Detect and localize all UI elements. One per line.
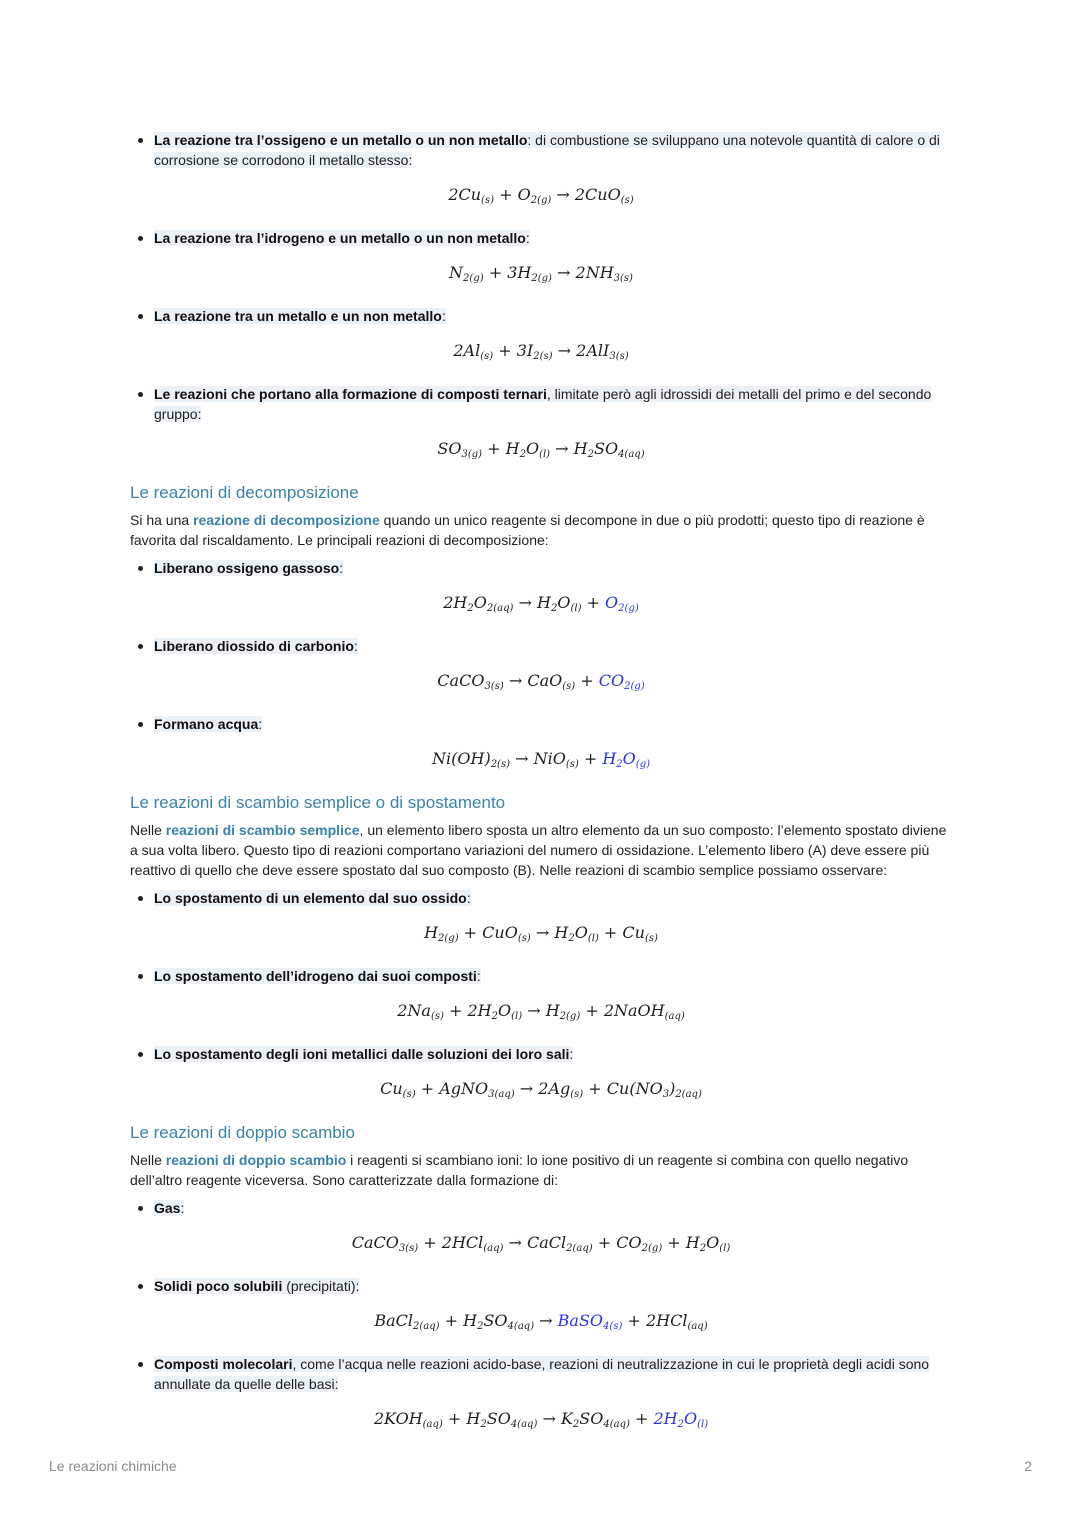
item-bold-label: Lo spostamento di un elemento dal suo ossido [154,890,467,906]
equation: $Ni(OH)_{2(s)} \to NiO_{(s)} + H_2O_{(g)}$ [431,749,651,770]
equation: CaCO$_{3(s)}$ → $CaO_{(s)} + CO_{2(g)}$ [437,671,645,692]
list-item [130,1276,952,1296]
item-bold-label: Gas [154,1200,181,1216]
list-item [130,1354,952,1394]
reaction-list-double-exchange-2 [130,1276,952,1296]
reaction-list-decomposition-3 [130,714,952,734]
list-item [130,888,952,908]
item-text: : di combustione se sviluppano una notevole quantità di calore o di corrosione se corrodono il metallo stesso: [154,132,940,168]
item-text: : [476,968,481,984]
section-heading-single-exchange: Le reazioni di scambio semplice o di spostamento [130,793,506,812]
intro-text: Nelle [130,822,166,838]
item-bold-label: Le reazioni che portano alla formazione di composti ternari [154,386,547,402]
item-text: : [258,716,263,732]
section-heading-decomposition: Le reazioni di decomposizione [130,483,359,502]
list-item [130,714,952,734]
intro-text: i reagenti si scambiano ioni: lo ione positivo di un reagente si combina con quello negativo dell’altro reagente viceversa. Sono caratterizzate dalla formazione di: [130,1152,909,1188]
item-text: : [525,230,530,246]
section-heading-double-exchange: Le reazioni di doppio scambio [130,1123,355,1142]
item-bold-label: La reazione tra l’idrogeno e un metallo o un non metallo [154,230,526,246]
intro-text: Nelle [130,1152,166,1168]
reaction-list-synthesis-2 [130,228,952,248]
equation: $H_{2(g)} + CuO_{(s)} \to H_2O_{(l)} + Cu_{(s)}$ [424,923,658,944]
reaction-list-decomposition-2 [130,636,952,656]
list-item [130,636,952,656]
reaction-list-double-exchange [130,1198,952,1218]
reaction-list-synthesis-4 [130,384,952,424]
equation: CaCO$_{3(s)}$ + 2HCl$_{(aq)}$ → CaCl$_{2(aq)}$ + $CO_{2(g)} + H_2O_{(l)}$ [351,1233,731,1254]
item-text: : [353,638,358,654]
item-text: , come l’acqua nelle reazioni acido-base, reazioni di neutralizzazione in cui le proprietà degli acidi sono annullate da quelle delle basi: [154,1356,930,1392]
list-item [130,558,952,578]
equation: $2H_2O_{2(aq)} \to H_2O_{(l)} + O_{2(g)}$ [443,593,639,614]
equation: BaCl$_{2(aq)}$ + $H_2SO_{4(aq)}$ → BaSO$_{4(s)}$ + 2HCl$_{(aq)}$ [374,1311,708,1332]
item-bold-label: Lo spostamento degli ioni metallici dalle soluzioni dei loro sali [154,1046,570,1062]
item-text: : [441,308,446,324]
list-item [130,1198,952,1218]
item-bold-label: La reazione tra un metallo e un non metallo [154,308,442,324]
reaction-list-synthesis [130,130,952,170]
item-text: : [569,1046,574,1062]
equation: $2KOH_{(aq)} + H_2SO_{4(aq)} \to K_2SO_{4(aq)} + 2H_2O_{(l)}$ [373,1409,709,1430]
item-bold-label: Composti molecolari [154,1356,293,1372]
equation: $2Na_{(s)} + 2H_2O_{(l)} \to H_{2(g)}$ + 2NaOH$_{(aq)}$ [397,1001,685,1022]
key-term: reazione di decomposizione [193,512,380,528]
list-item [130,1044,952,1064]
item-bold-label: Liberano diossido di carbonio [154,638,354,654]
intro-text: , un elemento libero sposta un altro elemento da un suo composto: l’elemento spostato diviene a sua volta libero. Questo tipo di reazioni comportano variazioni del numero di ossidazione. L’elemento libero (A) deve essere più reattivo di quello che deve essere spostato dal suo composto (B). Nelle reazioni di scambio semplice possiamo osservare: [130,822,947,878]
footer-page-number: 2 [1024,1458,1032,1474]
reaction-list-decomposition [130,558,952,578]
reaction-list-synthesis-3 [130,306,952,326]
list-item [130,130,952,170]
item-text: : [466,890,471,906]
section-intro [130,820,952,880]
equation: $N_{2(g)} + 3H_{2(g)} \to 2NH_{3(s)}$ [449,263,633,284]
intro-text: quando un unico reagente si decompone in due o più prodotti; questo tipo di reazione è favorita dal riscaldamento. Le principali reazioni di decomposizione: [130,512,925,548]
item-bold-label: Lo spostamento dell’idrogeno dai suoi composti [154,968,477,984]
item-bold-label: Liberano ossigeno gassoso [154,560,340,576]
intro-text: Si ha una [130,512,194,528]
item-bold-label: Solidi poco solubili [154,1278,283,1294]
reaction-list-double-exchange-3 [130,1354,952,1394]
footer-document-title: Le reazioni chimiche [49,1458,177,1474]
item-bold-label: Formano acqua [154,716,259,732]
section-intro [130,510,952,550]
key-term: reazioni di scambio semplice [165,822,360,838]
list-item [130,228,952,248]
key-term: reazioni di doppio scambio [165,1152,347,1168]
list-item [130,306,952,326]
item-text: (precipitati): [282,1278,360,1294]
item-text: , limitate però agli idrossidi dei metalli del primo e del secondo gruppo: [154,386,932,422]
equation: $2Cu_{(s)} + O_{2(g)} \to 2CuO_{(s)}$ [448,185,634,206]
reaction-list-single-exchange-3 [130,1044,952,1064]
section-intro [130,1150,952,1190]
item-text: : [339,560,344,576]
reaction-list-single-exchange-2 [130,966,952,986]
document-body [130,130,952,1452]
equation: $SO_{3(g)} + H_2O_{(l)} \to H_2SO_{4(aq)}$ [437,439,645,460]
equation: $Cu_{(s)}$ + AgNO$_{3(aq)}$ → $2Ag_{(s)} + Cu(NO_3)_{2(aq)}$ [380,1079,702,1100]
equation: $2Al_{(s)} + 3I_{2(s)} \to 2AlI_{3(s)}$ [453,341,629,362]
item-text: : [180,1200,185,1216]
list-item [130,384,952,424]
list-item [130,966,952,986]
item-bold-label: La reazione tra l’ossigeno e un metallo o un non metallo [154,132,528,148]
reaction-list-single-exchange [130,888,952,908]
